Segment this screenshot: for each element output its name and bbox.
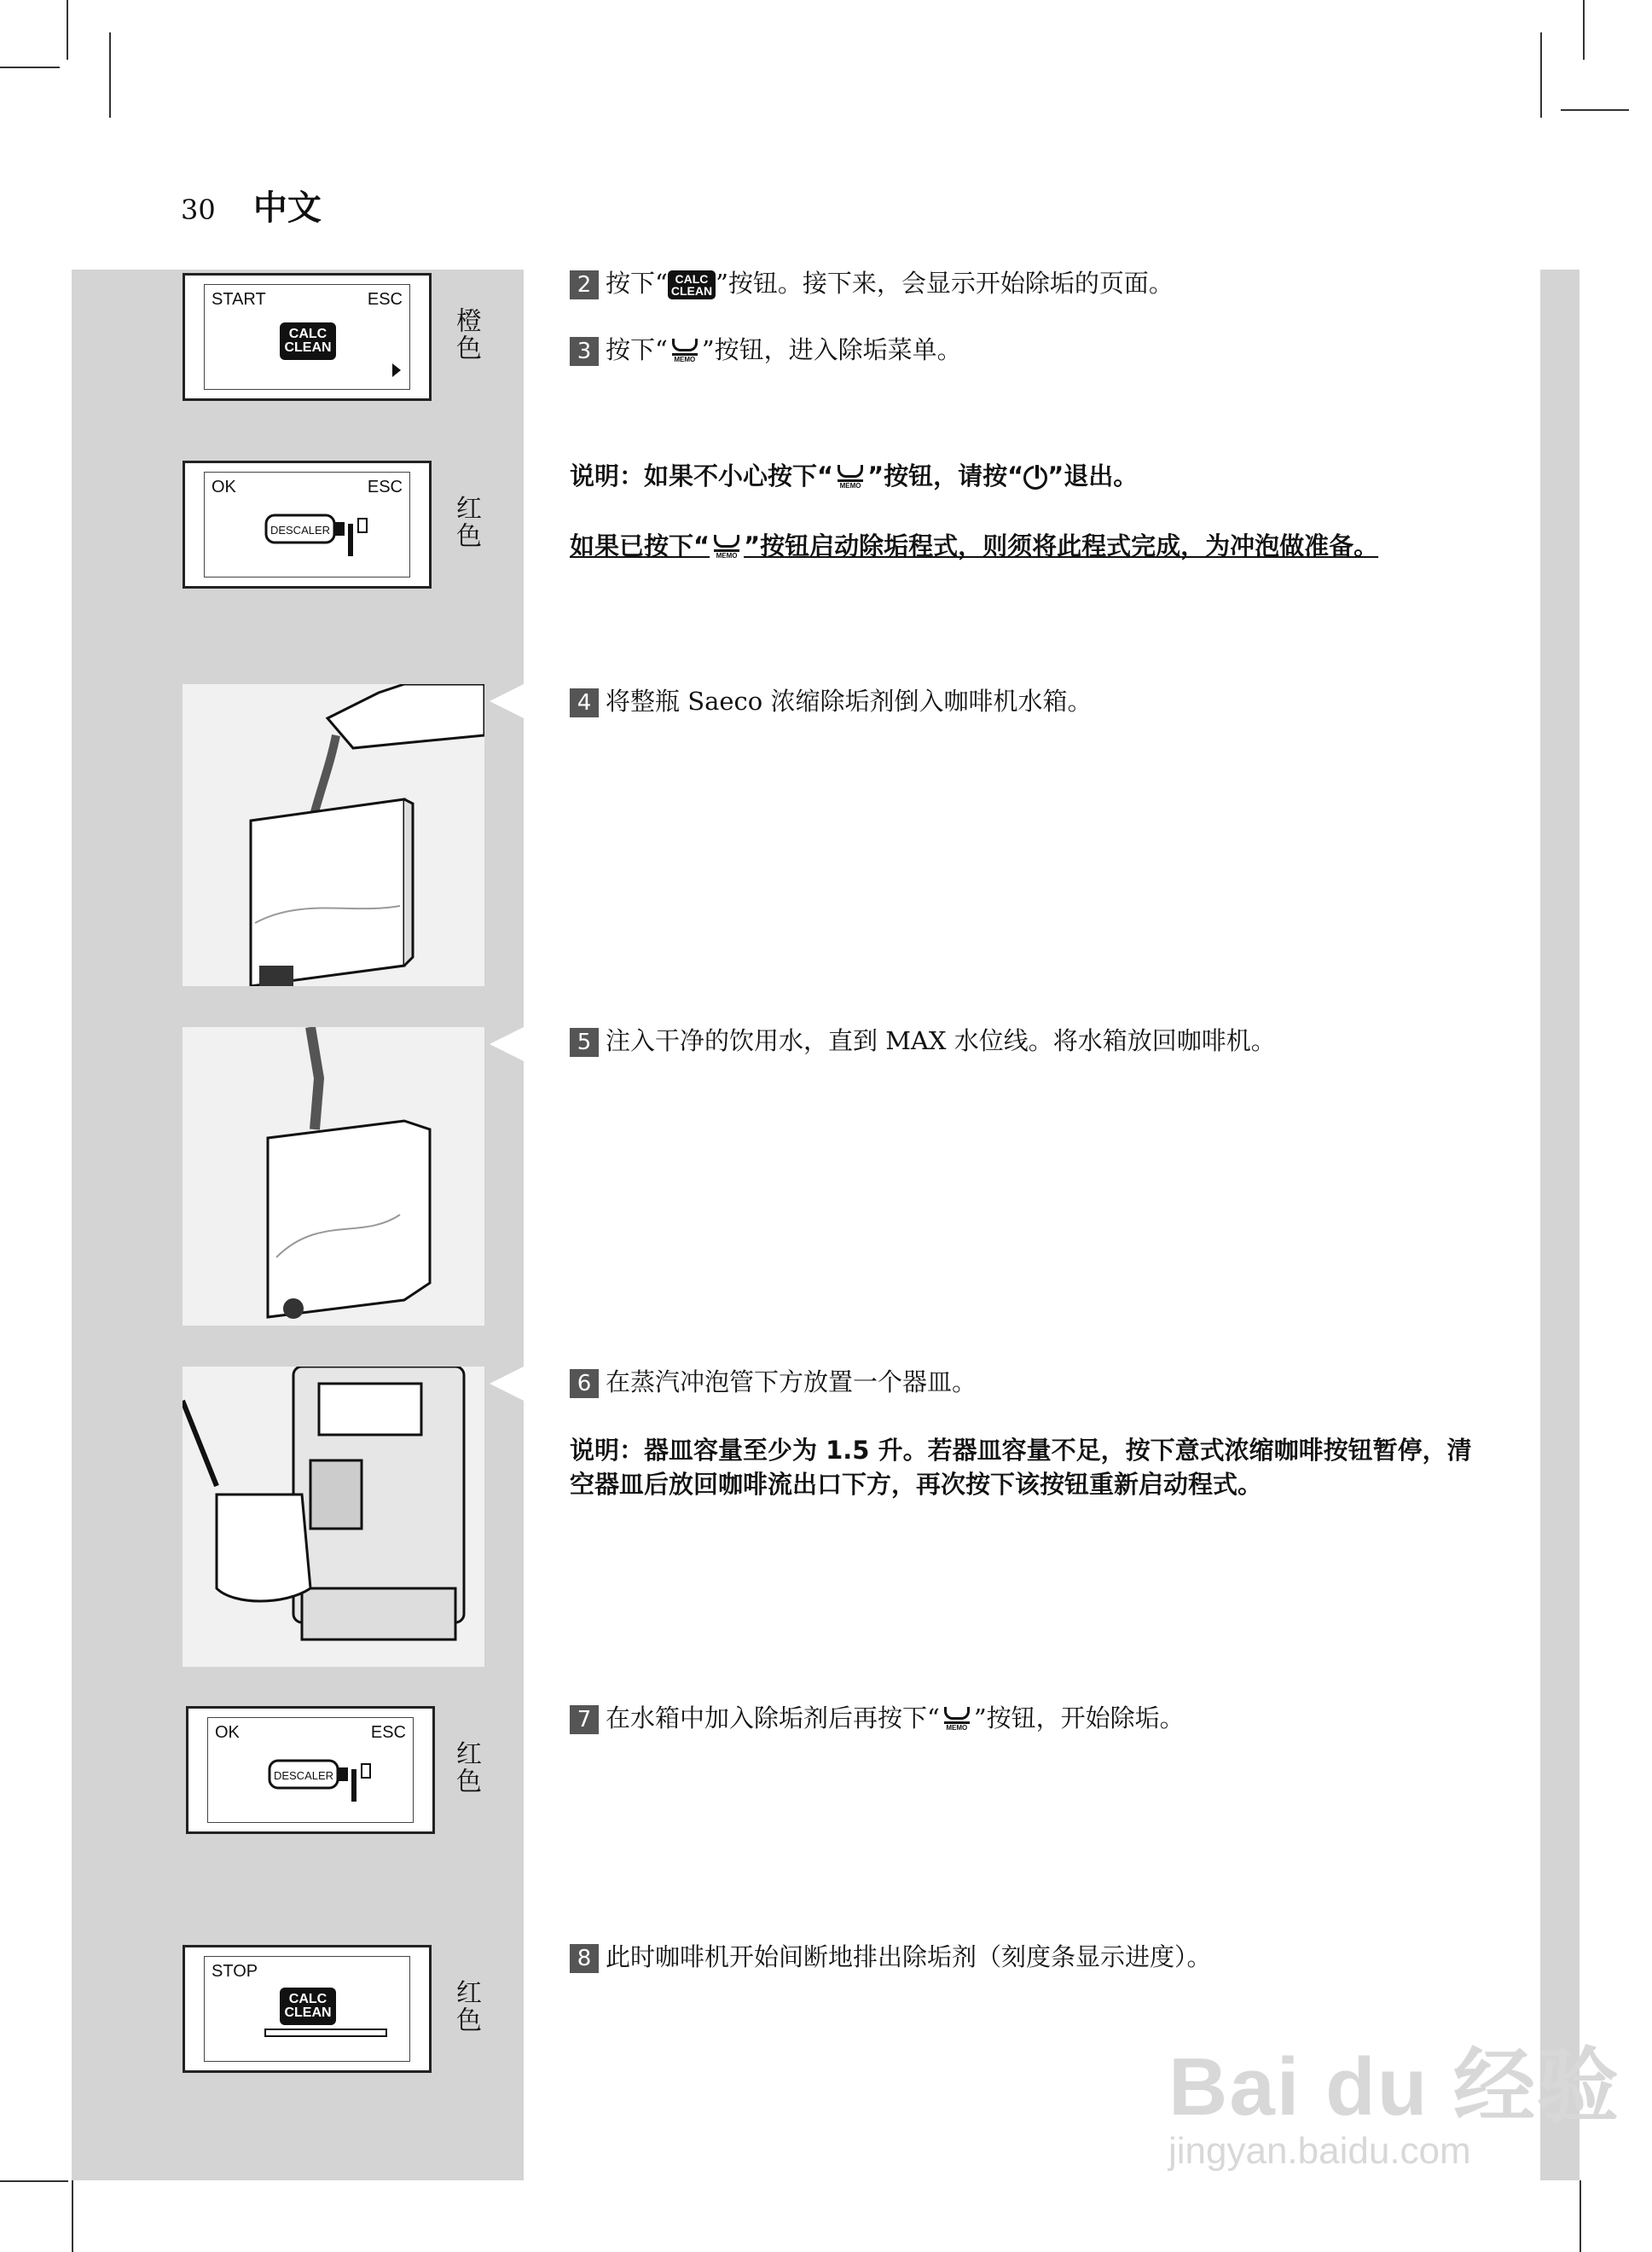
step-text: 按下“ xyxy=(606,335,668,364)
page-header xyxy=(181,181,322,229)
lcd-right-label: ESC xyxy=(367,478,403,496)
step-7 xyxy=(570,1701,1474,1737)
note-text: 如果已按下“ xyxy=(570,531,710,560)
crop-mark xyxy=(72,2180,73,2252)
memo-cup-icon xyxy=(833,461,867,495)
lcd-left-label: OK xyxy=(215,1723,240,1742)
step-number-badge: 4 xyxy=(570,688,599,717)
note-text: 说明：如果不小心按下“ xyxy=(570,461,834,490)
lcd-right-label: ESC xyxy=(370,1723,406,1742)
calc-label: CALC xyxy=(675,272,709,286)
step-text: 将整瓶 Saeco 浓缩除垢剂倒入咖啡机水箱。 xyxy=(606,687,1093,716)
progress-bar xyxy=(264,2029,387,2037)
right-margin-strip xyxy=(1540,270,1580,2180)
note-must-complete xyxy=(570,529,1457,565)
step-text: 按下“ xyxy=(606,269,668,298)
memo-cup-icon xyxy=(668,334,702,369)
lcd-left-label: START xyxy=(212,290,266,309)
pointer-notch xyxy=(490,1027,524,1061)
step-6 xyxy=(570,1365,1474,1399)
note-text: ”按钮，请按“ xyxy=(867,461,1024,490)
memo-label: MEMO xyxy=(839,482,861,490)
calc-label: CALC xyxy=(288,327,328,341)
crop-mark xyxy=(67,0,68,60)
note-text: 说明：器皿容量至少为 1.5 升。若器皿容量不足，按下意式浓缩咖啡按钮暂停，清空器皿后放回咖啡流出口下方，再次按下该按钮重新启动程式。 xyxy=(570,1436,1472,1499)
step-text: ”按钮，开始除垢。 xyxy=(973,1704,1185,1733)
page-number: 30 xyxy=(181,194,216,226)
lcd-inner-frame xyxy=(204,472,410,578)
step-number-badge: 8 xyxy=(570,1944,599,1973)
color-label-orange: 橙色 xyxy=(451,307,481,362)
step-text: 在水箱中加入除垢剂后再按下“ xyxy=(606,1704,940,1733)
clean-label: CLEAN xyxy=(284,340,332,355)
lcd-inner-frame xyxy=(204,284,410,390)
descaler-text: DESCALER xyxy=(270,524,331,537)
memo-label: MEMO xyxy=(674,356,696,363)
color-label-red: 红色 xyxy=(451,495,481,549)
arrow-right-icon xyxy=(392,363,401,377)
crop-mark xyxy=(109,32,111,118)
lcd-right-label: ESC xyxy=(367,290,403,309)
calc-clean-icon xyxy=(280,1988,336,2025)
lcd-screen-stop xyxy=(183,1945,432,2073)
color-label-red: 红色 xyxy=(451,1740,481,1795)
clean-label: CLEAN xyxy=(284,2005,332,2020)
watermark-brand: Bai du 经验 xyxy=(1168,2041,1621,2133)
lcd-inner-frame xyxy=(207,1717,414,1823)
step-number-badge: 2 xyxy=(570,270,599,299)
lcd-screen-descaler xyxy=(183,461,432,589)
power-icon xyxy=(1023,466,1047,490)
step-5 xyxy=(570,1024,1474,1058)
step-number-badge: 5 xyxy=(570,1028,599,1057)
step-text: ”按钮。接下来，会显示开始除垢的页面。 xyxy=(716,269,1174,298)
step-3 xyxy=(570,333,1474,369)
step-2 xyxy=(570,266,1474,300)
step-number-badge: 7 xyxy=(570,1705,599,1734)
pointer-notch xyxy=(490,1367,524,1401)
descaler-bottle-icon xyxy=(264,507,384,566)
note-text: ”按钮启动除垢程式，则须将此程式完成，为冲泡做准备。 xyxy=(744,531,1379,560)
calc-clean-icon xyxy=(280,322,336,360)
crop-mark xyxy=(1580,2180,1581,2252)
section-language: 中文 xyxy=(252,189,322,228)
note-accidental-press xyxy=(570,459,1474,495)
watermark-url: jingyan.baidu.com xyxy=(1168,2130,1471,2172)
steam-wand-container-illustration xyxy=(183,1367,484,1667)
memo-cup-icon xyxy=(940,1703,974,1737)
lcd-screen-descaler xyxy=(186,1706,435,1834)
lcd-screen-start xyxy=(183,273,432,401)
step-text: ”按钮，进入除垢菜单。 xyxy=(701,335,962,364)
step-number-badge: 3 xyxy=(570,337,599,366)
note-container-capacity xyxy=(570,1433,1474,1501)
crop-mark xyxy=(1561,109,1629,111)
crop-mark xyxy=(0,67,60,68)
step-text: 注入干净的饮用水，直到 MAX 水位线。将水箱放回咖啡机。 xyxy=(606,1026,1276,1055)
lcd-inner-frame xyxy=(204,1956,410,2062)
memo-cup-icon xyxy=(710,531,744,565)
descaler-bottle-icon xyxy=(268,1752,387,1812)
step-4 xyxy=(570,684,1474,718)
crop-mark xyxy=(1540,32,1542,118)
crop-mark xyxy=(0,2180,68,2182)
fill-water-illustration xyxy=(183,1027,484,1326)
clean-label: CLEAN xyxy=(670,284,713,298)
step-text: 在蒸汽冲泡管下方放置一个器皿。 xyxy=(606,1367,977,1396)
lcd-left-label: OK xyxy=(212,478,236,496)
note-text: ”退出。 xyxy=(1047,461,1139,490)
baidu-watermark xyxy=(1168,2022,1620,2173)
crop-mark xyxy=(1583,0,1585,60)
step-text: 此时咖啡机开始间断地排出除垢剂（刻度条显示进度）。 xyxy=(606,1942,1212,1971)
memo-label: MEMO xyxy=(716,552,738,560)
descaler-text: DESCALER xyxy=(273,1769,334,1782)
calc-label: CALC xyxy=(288,1992,328,2006)
memo-label: MEMO xyxy=(946,1724,968,1732)
pointer-notch xyxy=(490,684,524,718)
lcd-left-label: STOP xyxy=(212,1962,258,1981)
color-label-red: 红色 xyxy=(451,1979,481,2034)
pour-descaler-illustration xyxy=(183,684,484,986)
step-8 xyxy=(570,1940,1474,1974)
step-number-badge: 6 xyxy=(570,1369,599,1398)
calc-clean-icon xyxy=(668,270,716,299)
